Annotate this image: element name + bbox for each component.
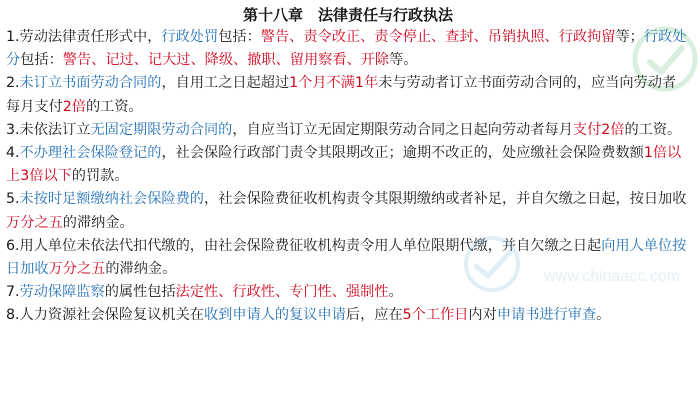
item-text: 未与劳动者订立书面劳动合同的，应当向劳动者每月支付 — [6, 75, 677, 115]
item-text: ，自应当订立无固定期限劳动合同之日起向劳动者每月 — [232, 121, 573, 138]
item-text: 包括： — [218, 29, 261, 45]
item-highlight-red: 2倍 — [62, 98, 86, 115]
item-text: 的工资。 — [624, 121, 682, 138]
list-item — [6, 188, 690, 234]
item-text: 6.用人单位未依法代扣代缴的，由社会保险费征收机构责令用人单位限期代缴，并自欠缴之日起 — [6, 237, 602, 254]
item-highlight-red: 万分之五 — [6, 214, 63, 231]
item-highlight-red: 1个月不满1年 — [289, 75, 379, 92]
item-highlight-blue: 不办理社会保险登记的 — [19, 145, 162, 162]
item-text: 的工资。 — [85, 98, 143, 115]
item-text: 的滞纳金。 — [105, 261, 177, 278]
item-text: 后，应在 — [345, 307, 403, 324]
item-text: 。 — [596, 307, 611, 324]
item-highlight-red: 法定性、行政性、专门性、强制性 — [175, 284, 389, 301]
item-text: 4. — [6, 145, 20, 162]
item-text: 的滞纳金。 — [62, 214, 134, 231]
item-highlight-blue: 未按时足额缴纳社会保险费的 — [19, 191, 204, 208]
item-text: 内对 — [468, 307, 497, 324]
list-item — [6, 235, 690, 281]
item-text: 包括： — [20, 52, 63, 69]
item-text: ，社会保险费征收机构责令其限期缴纳或者补足，并自欠缴之日起，按日加收 — [204, 191, 687, 208]
list-item — [6, 72, 690, 118]
item-highlight-blue: 无固定期限劳动合同的 — [90, 121, 233, 138]
item-text: 2. — [6, 75, 20, 92]
item-text: 5. — [6, 191, 20, 208]
item-text: 等。 — [389, 52, 418, 69]
list-item — [6, 26, 690, 72]
item-highlight-blue: 行政处分 — [6, 29, 687, 69]
item-highlight-blue: 劳动保障监察 — [19, 284, 105, 301]
item-text: ，自用工之日起超过 — [161, 75, 290, 92]
item-text: 的属性包括 — [104, 284, 176, 301]
item-text: ，社会保险行政部门责令其限期改正；逾期不改正的，处应缴社会保险费数额 — [161, 145, 644, 162]
list-item — [6, 304, 690, 327]
item-text: 的罚款。 — [71, 168, 129, 185]
item-list — [6, 26, 690, 328]
list-item — [6, 281, 690, 304]
item-highlight-red: 警告、记过、记大过、降级、撤职、留用察看、开除 — [62, 52, 390, 69]
item-highlight-blue: 申请书进行审查 — [496, 307, 597, 324]
item-highlight-red: 5个工作日 — [402, 307, 469, 324]
list-item — [6, 119, 690, 142]
item-highlight-red: 支付2倍 — [572, 121, 625, 138]
item-text: 等； — [615, 29, 644, 45]
item-highlight-blue: 向用人单位按日加收 — [6, 237, 687, 278]
item-highlight-red: 万分之五 — [48, 261, 106, 278]
item-text: 。 — [388, 284, 403, 301]
item-text: 7. — [6, 284, 20, 301]
item-highlight-blue: 收到申请人的复议申请 — [203, 307, 346, 324]
list-item — [6, 142, 690, 188]
item-highlight-red: 1倍以上3倍以下 — [6, 145, 682, 185]
item-text: 8.人力资源社会保险复议机关在 — [6, 307, 204, 324]
chapter-title: 第十八章 法律责任与行政执法 — [242, 6, 453, 24]
item-highlight-red: 警告、责令改正、责令停止、查封、吊销执照、行政拘留 — [260, 29, 616, 45]
watermark-text: www.chinaacc.com — [544, 268, 681, 285]
item-text: 1.劳动法律责任形式中， — [6, 29, 162, 45]
item-text: 3.未依法订立 — [6, 121, 91, 138]
item-highlight-blue: 行政处罚 — [161, 29, 219, 45]
item-highlight-blue: 未订立书面劳动合同的 — [19, 75, 162, 92]
